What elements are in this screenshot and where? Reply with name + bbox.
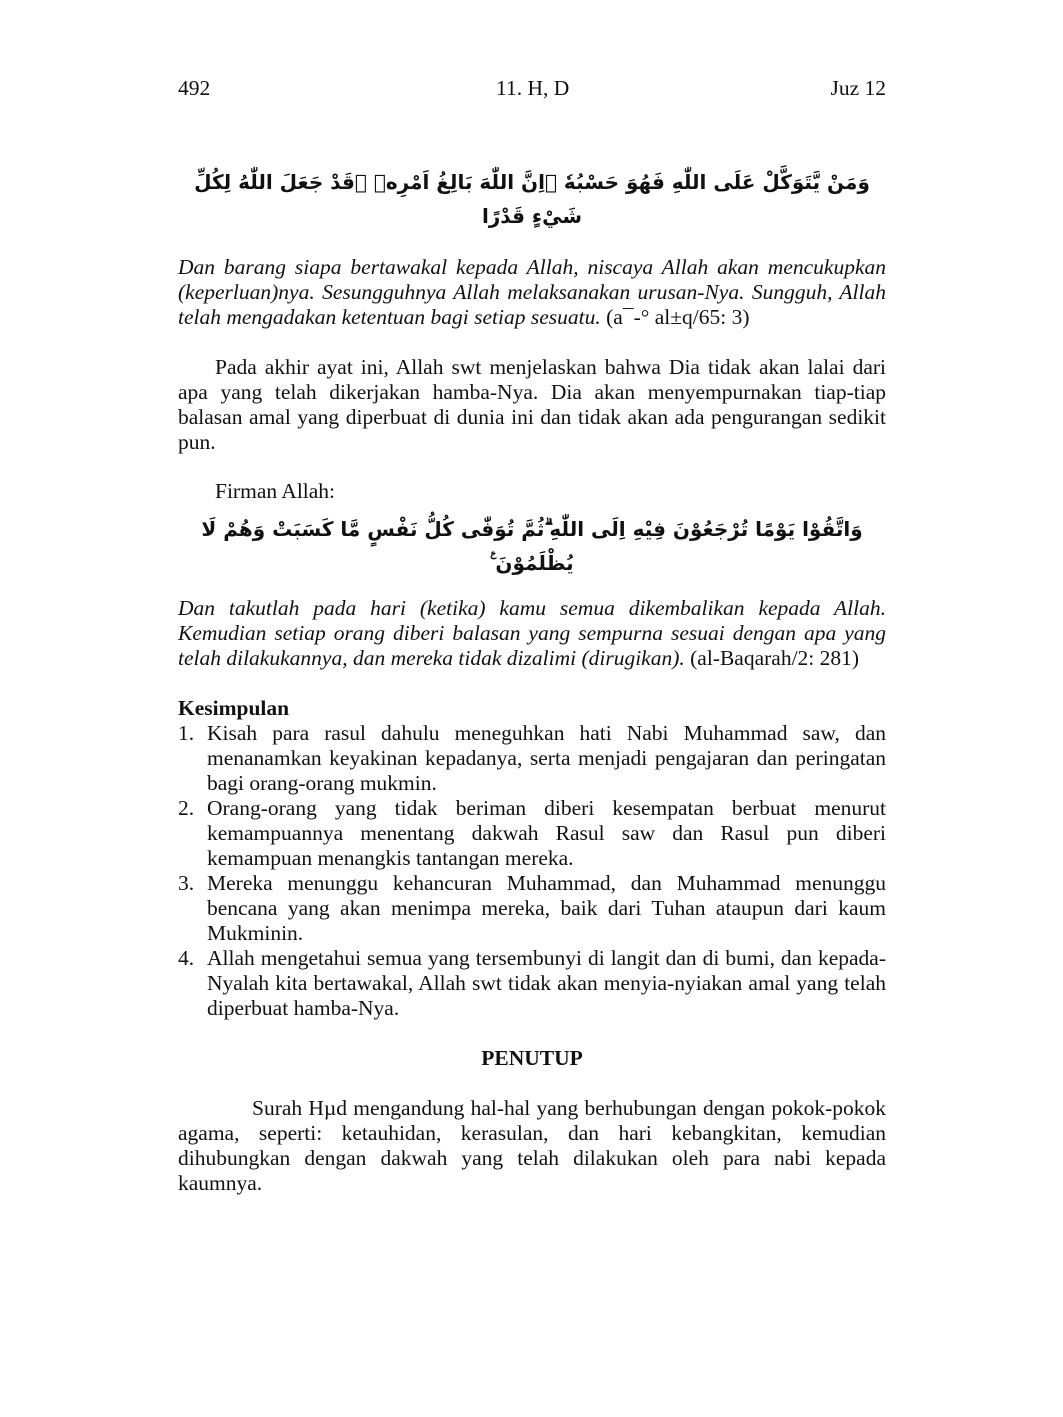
page-number: 492	[178, 76, 211, 100]
item-text: Kisah para rasul dahulu meneguhkan hati Nabi Muhammad saw, dan menanamkan keyakinan kepadanya, serta menjadi pengajaran dan peringatan bagi orang-orang mukmin.	[207, 721, 886, 795]
translation-text: Dan barang siapa bertawakal kepada Allah, niscaya Allah akan mencukupkan (keperluan)nya. Sesungguhnya Allah melaksanakan urusan-Nya. Sungguh, Allah telah mengadakan ketentuan bagi setiap sesuatu.	[178, 255, 886, 329]
kesimpulan-list	[178, 721, 886, 1021]
item-number: 3.	[178, 871, 195, 895]
penutup-heading: PENUTUP	[481, 1046, 583, 1070]
verse-1-translation	[178, 255, 886, 330]
firman-label: Firman Allah:	[215, 479, 336, 503]
verse-reference: (a¯-° al±q/65: 3)	[600, 305, 750, 329]
verse-reference: (al-Baqarah/2: 281)	[684, 646, 860, 670]
juz-label: Juz 12	[830, 76, 886, 100]
kesimpulan-heading: Kesimpulan	[178, 696, 290, 720]
paragraph-1: Pada akhir ayat ini, Allah swt menjelaskan bahwa Dia tidak akan lalai dari apa yang telah dikerjakan hamba-Nya. Dia akan menyempurnakan tiap-tiap balasan amal yang diperbuat di dunia ini dan tidak akan ada pengurangan sedikit pun.	[178, 355, 886, 454]
item-text: Orang-orang yang tidak beriman diberi kesempatan berbuat menurut kemampuannya menentang dakwah Rasul saw dan Rasul pun diberi kemampuan menangkis tantangan mereka.	[207, 796, 886, 870]
list-item	[178, 871, 886, 946]
item-number: 1.	[178, 721, 195, 745]
penutup-paragraph: Surah Hµd mengandung hal-hal yang berhubungan dengan pokok-pokok agama, seperti: ketauhidan, kerasulan, dan hari kebangkitan, kemudian dihubungkan dengan dakwah yang telah dilakukan oleh para nabi kepada kaumnya.	[178, 1096, 886, 1195]
arabic-verse-2: وَاتَّقُوْا يَوْمًا تُرْجَعُوْنَ فِيْهِ اِلَى اللّٰهِ ۗثُمَّ تُوَفّٰى كُلُّ نَفْسٍ مَّا كَسَبَتْ وَهُمْ لَا يُظْلَمُوْنَ ࣖ	[201, 517, 863, 575]
item-text: Mereka menunggu kehancuran Muhammad, dan Muhammad menunggu bencana yang akan menimpa mereka, baik dari Tuhan ataupun dari kaum Mukminin.	[207, 871, 886, 945]
surah-title: 11. H, D	[496, 76, 570, 100]
arabic-verse-1: وَمَنْ يَّتَوَكَّلْ عَلَى اللّٰهِ فَهُوَ حَسْبُهٗ ۗاِنَّ اللّٰهَ بَالِغُ اَمْرِهٖ ۗقَدْ جَعَلَ اللّٰهُ لِكُلِّ شَيْءٍ قَدْرًا	[194, 170, 870, 228]
list-item	[178, 796, 886, 871]
translation-text: Dan takutlah pada hari (ketika) kamu semua dikembalikan kepada Allah. Kemudian setiap orang diberi balasan yang sempurna sesuai dengan apa yang telah dilakukannya, dan mereka tidak dizalimi (dirugikan).	[178, 596, 886, 670]
running-header	[178, 76, 886, 102]
list-item	[178, 721, 886, 796]
item-number: 4.	[178, 946, 195, 970]
list-item	[178, 946, 886, 1021]
verse-2-translation	[178, 596, 886, 671]
item-number: 2.	[178, 796, 195, 820]
item-text: Allah mengetahui semua yang tersembunyi di langit dan di bumi, dan kepada-Nyalah kita bertawakal, Allah swt tidak akan menyia-nyiakan amal yang telah diperbuat hamba-Nya.	[207, 946, 886, 1020]
